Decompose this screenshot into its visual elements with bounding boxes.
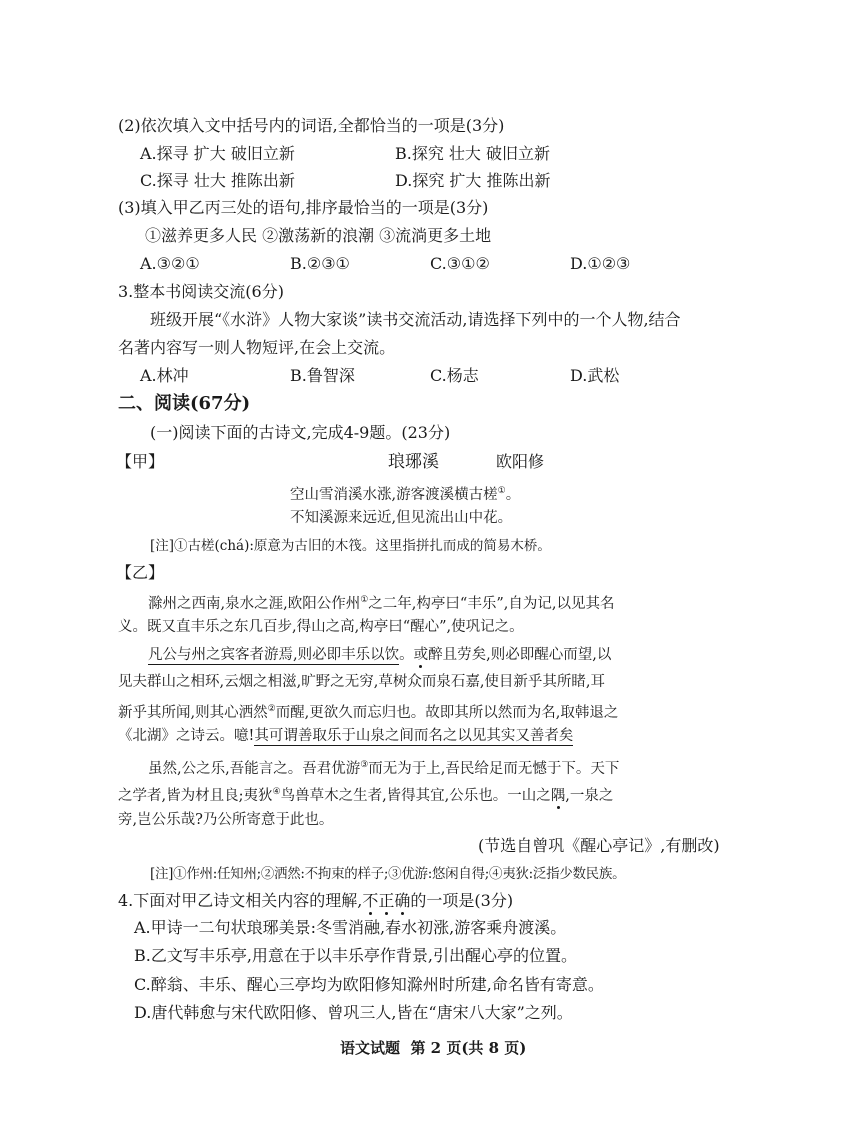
q2-option-a: A.探寻 扩大 破旧立新 [140, 144, 295, 163]
poem-author: 欧阳修 [496, 452, 545, 471]
yi-line-7: 虽然,公之乐,吾能言之。吾君优游③而无为于上,吾民给足而无憾于下。天下 [148, 760, 620, 777]
section-subtitle: (一)阅读下面的古诗文,完成4-9题。(23分) [150, 423, 451, 442]
yi-line-3: 凡公与州之宾客者游焉,则必即丰乐以饮。或醉且劳矣,则必即醒心而望,以 [148, 647, 612, 663]
yi-notes: [注]①作州:任知州;②洒然:不拘束的样子;③优游:悠闲自得;④夷狄:泛指少数民族。 [150, 866, 626, 882]
yi-line-5: 新乎其所闻,则其心洒然②而醒,更欲久而忘归也。故即其所以然而为名,取韩退之 [118, 704, 619, 721]
q3book-option-a: A.林冲 [140, 366, 189, 385]
underlined-sentence-1: 凡公与州之宾客者游焉,则必即丰乐以饮 [148, 647, 400, 663]
poem-line-1: 空山雪消溪水涨,游客渡溪横古槎①。 [290, 486, 521, 503]
underlined-sentence-2: 其可谓善取乐于山泉之间而名之以见其实又善者矣 [254, 728, 574, 744]
poem-title: 琅琊溪 [388, 452, 439, 472]
emphasis-char: 不 [362, 891, 379, 910]
q4-stem: 4.下面对甲乙诗文相关内容的理解,不正确的一项是(3分) [118, 891, 514, 910]
yi-tag: 【乙】 [116, 563, 165, 582]
q3book-options [140, 366, 760, 386]
q4-option-d: D.唐代韩愈与宋代欧阳修、曾巩三人,皆在“唐宋八大家”之列。 [134, 1003, 573, 1022]
q3book-option-c: C.杨志 [430, 366, 479, 385]
q4-option-b: B.乙文写丰乐亭,用意在于以丰乐亭作背景,引出醒心亭的位置。 [134, 946, 578, 965]
section-title: 二、阅读(67分) [118, 393, 251, 414]
q4-option-c: C.醉翁、丰乐、醒心三亭均为欧阳修知滁州时所建,命名皆有寄意。 [134, 975, 604, 994]
yi-line-2: 义。既又直丰乐之东几百步,得山之高,构亭曰“醒心”,使巩记之。 [118, 619, 524, 635]
q3-items: ①滋养更多人民 ②激荡新的浪潮 ③流淌更多土地 [145, 226, 492, 245]
q2-option-d: D.探究 扩大 推陈出新 [395, 171, 551, 190]
dotted-char-huo: 或 [413, 647, 429, 663]
dotted-char-yu: 隅 [550, 787, 566, 804]
q2-option-b: B.探究 壮大 破旧立新 [395, 144, 551, 163]
q3-option-c: C.③①② [430, 254, 490, 273]
yi-line-1: 滁州之西南,泉水之涯,欧阳公作州①之二年,构亭曰“丰乐”,自为记,以见其名 [148, 595, 615, 612]
yi-line-4: 见夫群山之相环,云烟之相滋,旷野之无穷,草树众而泉石嘉,使目新乎其所睹,耳 [118, 674, 606, 690]
q2-options-row2 [140, 171, 760, 191]
q2-options-row1 [140, 144, 760, 164]
q3-option-a: A.③②① [140, 254, 200, 273]
q3-stem: (3)填入甲乙丙三处的语句,排序最恰当的一项是(3分) [118, 198, 489, 217]
q3-options [140, 254, 760, 274]
poem-line-2: 不知溪源来远近,但见流出山中花。 [290, 510, 513, 526]
jia-note: [注]①古槎(chá):原意为古旧的木筏。这里指拼扎而成的简易木桥。 [150, 538, 551, 554]
q3book-option-d: D.武松 [570, 366, 620, 385]
yi-source: (节选自曾巩《醒心亭记》,有删改) [478, 836, 720, 855]
q3-option-b: B.②③① [290, 254, 350, 273]
page-footer: 语文试题 第 2 页(共 8 页) [340, 1039, 527, 1057]
yi-line-6: 《北湖》之诗云。噫!其可谓善取乐于山泉之间而名之以见其实又善者矣 [118, 728, 574, 744]
yi-line-9: 旁,岂公乐哉?乃公所寄意于此也。 [118, 812, 334, 828]
q3book-paragraph-line1: 班级开展“《水浒》人物大家谈”读书交流活动,请选择下列中的一个人物,结合 [150, 310, 681, 329]
q2-option-c: C.探寻 壮大 推陈出新 [140, 171, 295, 190]
q2-stem: (2)依次填入文中括号内的词语,全都恰当的一项是(3分) [118, 116, 505, 135]
q4-option-a: A.甲诗一二句状琅琊美景:冬雪消融,春水初涨,游客乘舟渡溪。 [134, 918, 567, 937]
jia-tag: 【甲】 [116, 452, 165, 471]
q4-emphasis [362, 891, 410, 910]
q3book-paragraph-line2: 名著内容写一则人物短评,在会上交流。 [118, 338, 396, 357]
yi-line-8: 之学者,皆为材且良;夷狄④鸟兽草木之生者,皆得其宜,公乐也。一山之隅,一泉之 [118, 787, 614, 804]
q3book-title: 3.整本书阅读交流(6分) [118, 282, 284, 301]
emphasis-char: 正 [378, 891, 395, 910]
q3book-option-b: B.鲁智深 [290, 366, 355, 385]
emphasis-char: 确 [394, 891, 411, 910]
q3-option-d: D.①②③ [570, 254, 631, 273]
